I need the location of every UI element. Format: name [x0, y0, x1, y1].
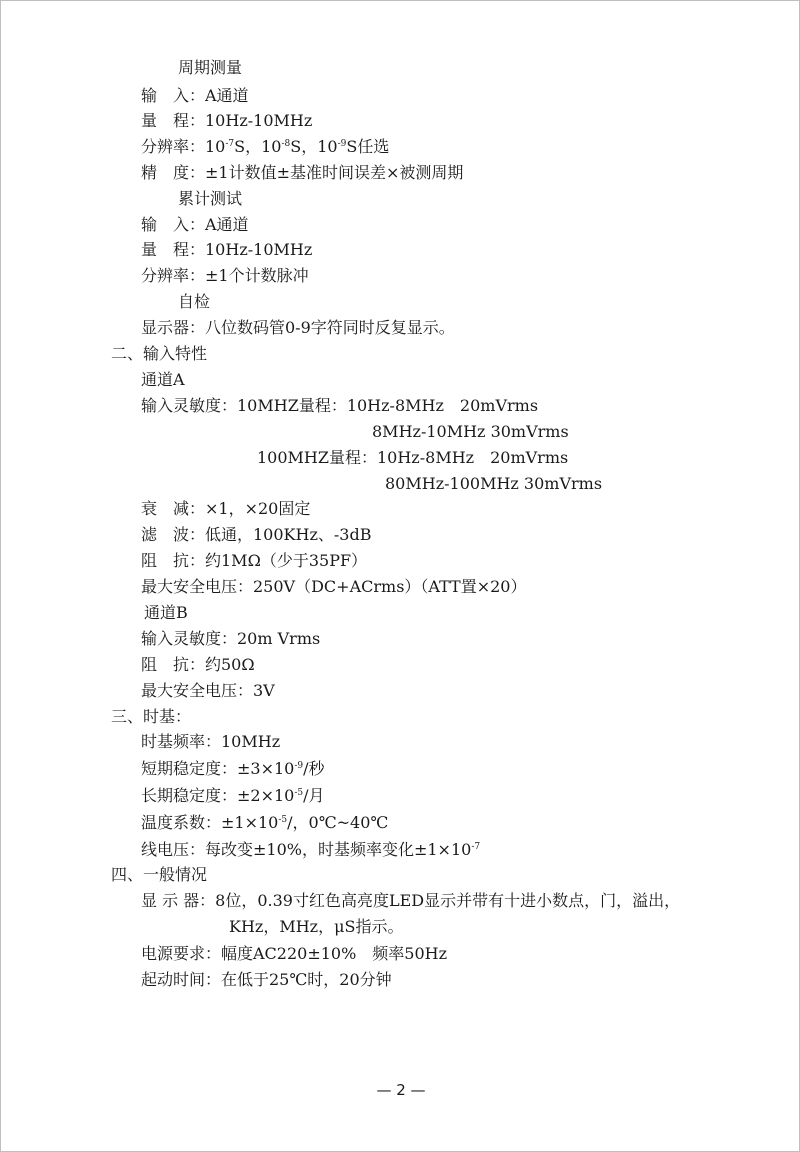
total-range: 量 程：10Hz-10MHz: [141, 240, 313, 259]
channel-b-max-voltage: 最大安全电压：3V: [141, 681, 275, 700]
selftest-title: 自检: [178, 292, 211, 311]
period-input: 输 入：A通道: [141, 86, 249, 105]
period-resolution: 分辨率：$10^{-7}S$，$10^{-8}S$，$10^{-9}S$任选: [141, 137, 390, 156]
period-title: 周期测量: [178, 58, 243, 77]
channel-b-sensitivity: 输入灵敏度：20m Vrms: [141, 629, 321, 648]
page-number: — 2 —: [376, 1081, 426, 1099]
total-title: 累计测试: [178, 189, 243, 208]
timebase-short-stability: 短期稳定度：$\pm 3\times 10^{-9}/$秒: [141, 759, 325, 778]
total-input: 输 入：A通道: [141, 215, 249, 234]
channel-a-attenuation: 衰 减：×1，×20固定: [141, 499, 311, 518]
timebase-long-stability: 长期稳定度：$\pm 2\times 10^{-5}/$月: [141, 786, 325, 805]
section-timebase-heading: 三、时基：: [111, 707, 192, 726]
channel-a-impedance: 阻 抗：约1MΩ（少于35PF）: [141, 551, 368, 570]
timebase-temperature-coefficient: 温度系数：$\pm 1\times 10^{-5}/$，0℃~40℃: [141, 813, 389, 832]
channel-a-max-voltage: 最大安全电压：250V（DC+ACrms）（ATT置×20）: [141, 577, 527, 596]
general-startup: 起动时间：在低于25℃时，20分钟: [141, 970, 392, 989]
channel-b-title: 通道B: [144, 603, 188, 622]
channel-b-impedance: 阻 抗：约50Ω: [141, 655, 255, 674]
channel-a-sensitivity-2: 8MHz-10MHz 30mVrms: [372, 422, 569, 441]
general-power: 电源要求：幅度AC220±10% 频率50Hz: [141, 944, 448, 963]
total-resolution: 分辨率：±1个计数脉冲: [141, 266, 309, 285]
channel-a-filter: 滤 波：低通，100KHz、-3dB: [141, 525, 372, 544]
channel-a-title: 通道A: [141, 370, 185, 389]
period-range: 量 程：10Hz-10MHz: [141, 111, 313, 130]
period-accuracy: 精 度：±1计数值±基准时间误差×被测周期: [141, 163, 464, 182]
section-input-heading: 二、输入特性: [111, 344, 208, 363]
channel-a-sensitivity-1: 输入灵敏度：10MHZ量程：10Hz-8MHz 20mVrms: [141, 396, 539, 415]
channel-a-sensitivity-3: 100MHZ量程：10Hz-8MHz 20mVrms: [257, 448, 569, 467]
timebase-frequency: 时基频率：10MHz: [141, 732, 281, 751]
section-general-heading: 四、一般情况: [111, 865, 208, 884]
selftest-display: 显示器：八位数码管0-9字符同时反复显示。: [141, 318, 455, 337]
timebase-line-voltage: 线电压：每改变±10%，时基频率变化$\pm 1\times 10^{-7}$: [141, 840, 481, 859]
general-display-2: KHz，MHz，μS指示。: [229, 917, 404, 936]
channel-a-sensitivity-4: 80MHz-100MHz 30mVrms: [385, 474, 603, 493]
general-display-1: 显 示 器：8位，0.39寸红色高亮度LED显示并带有十进小数点，门，溢出，: [141, 891, 681, 910]
